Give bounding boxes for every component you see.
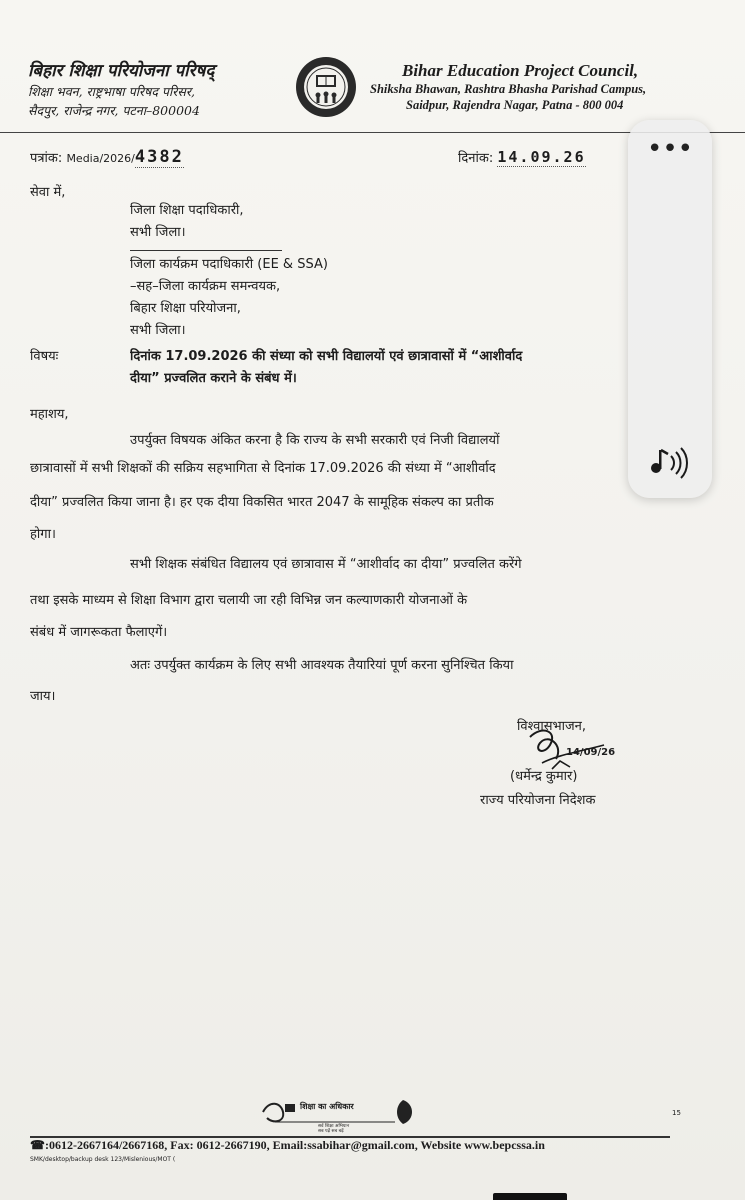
hindi-org-name: बिहार शिक्षा परियोजना परिषद् xyxy=(28,61,215,81)
para-2-line-3: संबंध में जागरूकता फैलाएगें। xyxy=(30,625,168,640)
rte-logo-text: शिक्षा का अधिकार xyxy=(300,1102,354,1111)
subject-label: विषयः xyxy=(30,349,59,364)
english-org-name: Bihar Education Project Council, xyxy=(402,61,639,80)
footer-contact: ☎:0612-2667164/2667168, Fax: 0612-2667190, Email:ssabihar@gmail.com, Website www.bepcssa.in xyxy=(30,1138,545,1152)
bepc-emblem-icon xyxy=(294,55,358,119)
speaker-sound-icon xyxy=(644,442,696,482)
hindi-address-line-2: सैदपुर, राजेन्द्र नगर, पटना–800004 xyxy=(28,103,200,118)
para-3-line-2: जाय। xyxy=(30,689,56,704)
addressee-2-line-3: बिहार शिक्षा परियोजना, xyxy=(130,301,241,316)
para-1-line-4: होगा। xyxy=(30,527,56,542)
file-code: SMK/desktop/backup desk 123/Mislenious/MOT ( xyxy=(30,1156,176,1163)
signatory-title: राज्य परियोजना निदेशक xyxy=(480,793,596,808)
para-1-line-2: छात्रावासों में सभी शिक्षकों की सक्रिय सहभागिता से दिनांक 17.09.2026 की संध्या में “आशीर्वाद xyxy=(30,461,496,476)
subject-line-2: दीया” प्रज्वलित कराने के संबंध में। xyxy=(130,371,297,386)
salutation: महाशय, xyxy=(30,407,69,422)
date-label: दिनांक: xyxy=(458,151,494,166)
para-2-line-1: सभी शिक्षक संबंधित विद्यालय एवं छात्रावास में “आशीर्वाद का दीया” प्रज्वलित करेंगे xyxy=(130,557,522,572)
reference-label: पत्रांक: xyxy=(30,151,63,166)
signatory-name: (धर्मेन्द्र कुमार) xyxy=(510,769,578,784)
floating-action-panel xyxy=(628,120,712,498)
english-address-line-2: Saidpur, Rajendra Nagar, Patna - 800 004 xyxy=(406,98,624,112)
to-label: सेवा में, xyxy=(30,185,66,200)
addressee-separator xyxy=(130,250,282,251)
para-2-line-2: तथा इसके माध्यम से शिक्षा विभाग द्वारा चलायी जा रही विभिन्न जन कल्याणकारी योजनाओं के xyxy=(30,593,468,608)
more-dots-icon[interactable]: ••• xyxy=(646,134,693,164)
addressee-2-line-1: जिला कार्यक्रम पदाधिकारी (EE & SSA) xyxy=(130,257,328,272)
addressee-1-line-1: जिला शिक्षा पदाधिकारी, xyxy=(130,203,244,218)
page-number: 15 xyxy=(672,1109,681,1117)
ssa-tagline: सब पढ़ें सब बढ़ें xyxy=(318,1129,344,1134)
reference-prefix: Media/2026/ xyxy=(66,152,135,165)
subject-line-1: दिनांक 17.09.2026 की संध्या को सभी विद्यालयों एवं छात्रावासों में “आशीर्वाद xyxy=(130,349,523,364)
para-1-line-3: दीया” प्रज्वलित किया जाना है। हर एक दीया विकसित भारत 2047 के सामूहिक संकल्प का प्रतीक xyxy=(30,495,494,510)
closing: विश्वासभाजन, xyxy=(517,719,587,734)
signature-date: 14/09/26 xyxy=(566,747,616,758)
english-address-line-1: Shiksha Bhawan, Rashtra Bhasha Parishad Campus, xyxy=(370,82,647,96)
para-1-line-1: उपर्युक्त विषयक अंकित करना है कि राज्य के सभी सरकारी एवं निजी विद्यालयों xyxy=(130,433,500,448)
addressee-1-line-2: सभी जिला। xyxy=(130,225,186,240)
addressee-2-line-2: –सह–जिला कार्यक्रम समन्वयक, xyxy=(130,279,281,294)
hindi-letterhead xyxy=(28,60,278,120)
hindi-address-line-1: शिक्षा भवन, राष्ट्रभाषा परिषद परिसर, xyxy=(28,84,195,99)
ssa-logo-text: सर्व शिक्षा अभियान xyxy=(318,1124,350,1129)
addressee-2-line-4: सभी जिला। xyxy=(130,323,186,338)
date-value: 14.09.26 xyxy=(497,148,586,166)
reference-number: 4382 xyxy=(134,147,184,167)
english-letterhead xyxy=(370,60,690,113)
read-aloud-button[interactable] xyxy=(644,442,696,482)
home-indicator xyxy=(493,1193,567,1200)
reference-line xyxy=(30,148,184,168)
date-line xyxy=(458,148,586,168)
para-3-line-1: अतः उपर्युक्त कार्यक्रम के लिए सभी आवश्यक तैयारियां पूर्ण करना सुनिश्चित किया xyxy=(130,658,514,673)
